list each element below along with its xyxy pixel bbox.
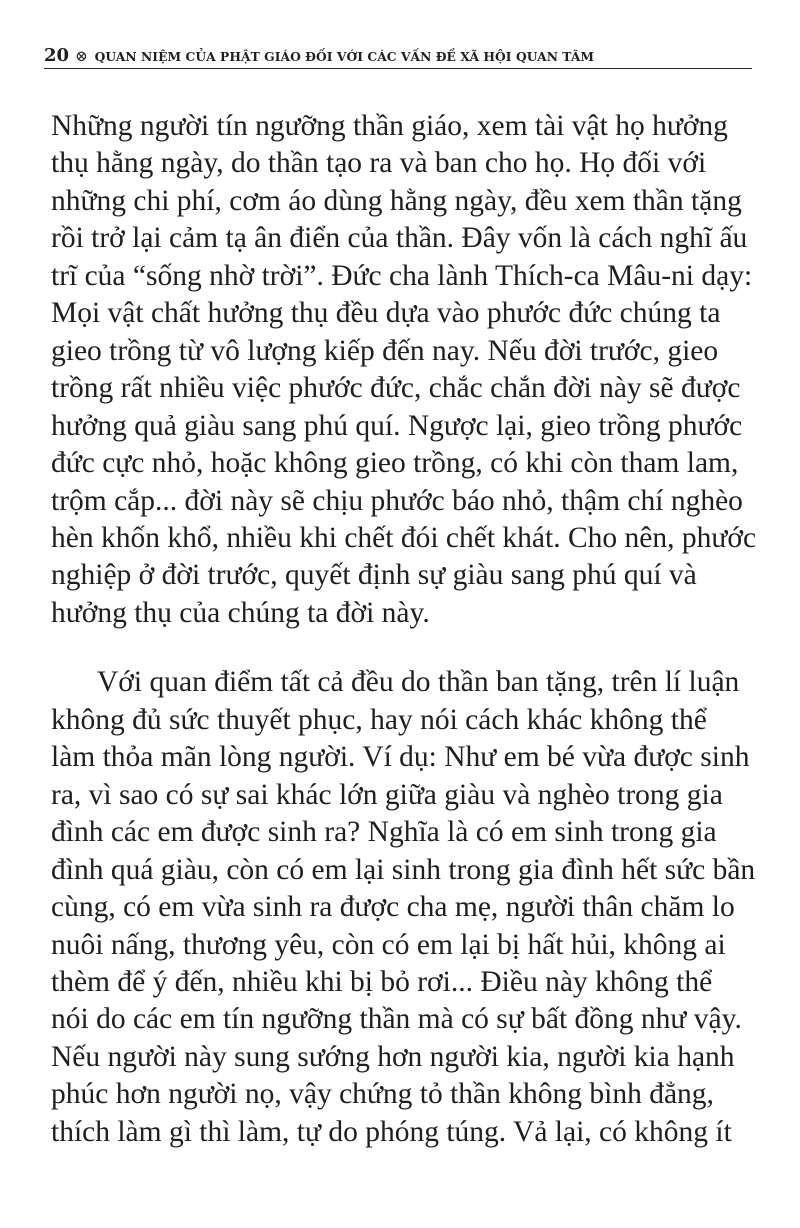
paragraph-line: gieo trồng từ vô lượng kiếp đến nay. Nếu đời trước, gieo [51,334,719,367]
paragraph-line: Với quan điểm tất cả đều do thần ban tặng, trên lí luận [97,666,740,699]
page-number: 20 [44,45,70,66]
header-ornament-icon: ⊗ [75,47,88,65]
paragraph-1 [51,108,757,632]
paragraph-line: nghiệp ở đời trước, quyết định sự giàu sang phú quí và [51,559,697,592]
paragraph-line: ra, vì sao có sự sai khác lớn giữa giàu và nghèo trong gia [51,778,723,811]
paragraph-line: đức cực nhỏ, hoặc không gieo trồng, có khi còn tham lam, [51,447,739,480]
paragraph-line: đình các em được sinh ra? Nghĩa là có em sinh trong gia [51,816,717,849]
paragraph-line: Nếu người này sung sướng hơn người kia, người kia hạnh [51,1040,735,1073]
paragraph-line: làm thỏa mãn lòng người. Ví dụ: Như em bé vừa được sinh [51,741,750,774]
paragraph-line: thèm để ý đến, nhiều khi bị bỏ rơi... Điều này không thể [51,965,713,998]
paragraph-line: đình quá giàu, còn có em lại sinh trong gia đình hết sức bần [51,853,756,886]
paragraph-line: nuôi nấng, thương yêu, còn có em lại bị hất hủi, không ai [51,928,726,961]
paragraph-line: những chi phí, cơm áo dùng hằng ngày, đều xem thần tặng [51,184,742,217]
paragraph-line: Những người tín ngưỡng thần giáo, xem tài vật họ hưởng [51,110,728,142]
paragraph-line: Mọi vật chất hưởng thụ đều dựa vào phước đức chúng ta [51,297,721,330]
paragraph-line: không đủ sức thuyết phục, hay nói cách khác không thể [51,703,707,736]
paragraph-line: thụ hằng ngày, do thần tạo ra và ban cho họ. Họ đối với [51,147,707,180]
paragraph-line: cùng, có em vừa sinh ra được cha mẹ, người thân chăm lo [51,891,735,924]
paragraph-line: nói do các em tín ngưỡng thần mà có sự bất đồng như vậy. [51,1003,742,1036]
paragraph-line: trĩ của “sống nhờ trời”. Đức cha lành Thích-ca Mâu-ni dạy: [51,259,753,292]
page-body [51,108,757,1151]
paragraph-line: hèn khốn khổ, nhiều khi chết đói chết khát. Cho nên, phước [51,521,757,554]
paragraph-line: phúc hơn người nọ, vậy chứng tỏ thần không bình đẳng, [51,1078,714,1111]
paragraph-2 [51,664,756,1151]
paragraph-spacing [51,632,751,664]
paragraph-line: thích làm gì thì làm, tự do phóng túng. Vả lại, có không ít [51,1115,732,1148]
paragraph-line: hưởng quả giàu sang phú quí. Ngược lại, gieo trồng phước [51,409,743,442]
paragraph-line: trồng rất nhiều việc phước đức, chắc chắn đời này sẽ được [51,372,741,405]
paragraph-line: hưởng thụ của chúng ta đời này. [51,596,430,629]
running-header [44,44,752,69]
paragraph-line: trộm cắp... đời này sẽ chịu phước báo nhỏ, thậm chí nghèo [51,484,743,517]
running-title: QUAN NIỆM CỦA PHẬT GIÁO ĐỐI VỚI CÁC VẤN ĐỀ XÃ HỘI QUAN TÂM [94,48,595,64]
paragraph-line: rồi trở lại cảm tạ ân điển của thần. Đây vốn là cách nghĩ ấu [51,222,748,255]
